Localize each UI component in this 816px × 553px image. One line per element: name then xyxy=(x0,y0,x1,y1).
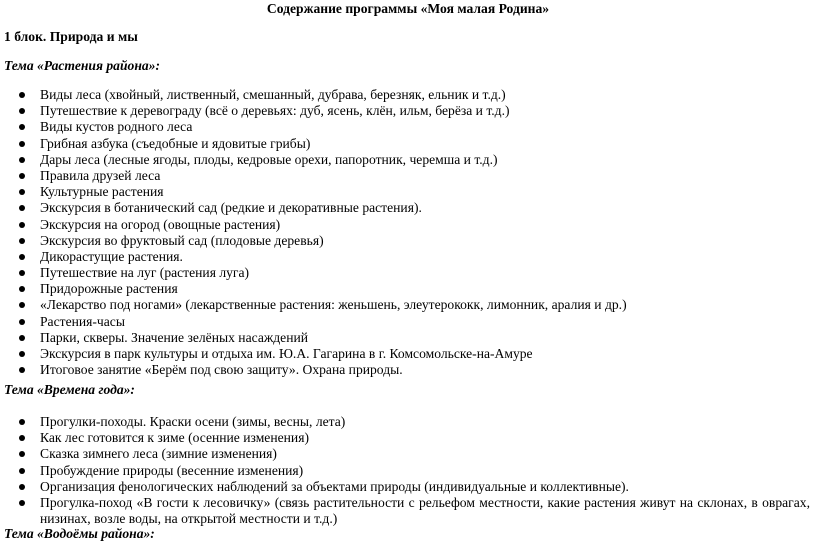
list-item-text: Придорожные растения xyxy=(40,281,178,297)
bullet-icon xyxy=(19,205,25,211)
list-item xyxy=(0,249,816,265)
bullet-icon xyxy=(19,254,25,260)
list-item xyxy=(0,281,816,297)
list-item xyxy=(0,495,816,528)
topic-list-plants xyxy=(0,87,816,378)
list-item xyxy=(0,430,816,446)
bullet-icon xyxy=(19,302,25,308)
block-heading: 1 блок. Природа и мы xyxy=(4,29,138,44)
list-item-text: Виды кустов родного леса xyxy=(40,119,193,135)
bullet-icon xyxy=(19,238,25,244)
list-item xyxy=(0,330,816,346)
list-item xyxy=(0,168,816,184)
list-item-text: Организация фенологических наблюдений за объектами природы (индивидуальные и коллективные). xyxy=(40,478,629,494)
list-item-text: Экскурсия на огород (овощные растения) xyxy=(40,216,281,232)
bullet-icon xyxy=(19,189,25,195)
list-item-text: Дары леса (лесные ягоды, плоды, кедровые орехи, папоротник, черемша и т.д.) xyxy=(40,151,498,167)
list-item-text: Растения-часы xyxy=(40,313,125,329)
list-item xyxy=(0,479,816,495)
list-item xyxy=(0,463,816,479)
bullet-icon xyxy=(19,108,25,114)
topic-heading-waters: Тема «Водоёмы района»: xyxy=(4,526,155,541)
bullet-icon xyxy=(19,319,25,325)
bullet-icon xyxy=(19,419,25,425)
bullet-icon xyxy=(19,286,25,292)
bullet-icon xyxy=(19,451,25,457)
list-item-text: Дикорастущие растения. xyxy=(40,248,183,264)
list-item xyxy=(0,152,816,168)
bullet-icon xyxy=(19,173,25,179)
list-item-text: Грибная азбука (съедобные и ядовитые грибы) xyxy=(40,135,311,151)
bullet-icon xyxy=(19,500,25,506)
list-item xyxy=(0,414,816,430)
list-item xyxy=(0,233,816,249)
list-item xyxy=(0,346,816,362)
list-item xyxy=(0,87,816,103)
bullet-icon xyxy=(19,222,25,228)
list-item xyxy=(0,314,816,330)
bullet-icon xyxy=(19,351,25,357)
topic-list-seasons xyxy=(0,414,816,528)
list-item-text: Экскурсия во фруктовый сад (плодовые деревья) xyxy=(40,232,324,248)
list-item xyxy=(0,265,816,281)
list-item xyxy=(0,184,816,200)
topic-heading-plants: Тема «Растения района»: xyxy=(4,58,160,73)
list-item-text: Культурные растения xyxy=(40,184,164,200)
topic-heading-seasons: Тема «Времена года»: xyxy=(4,382,135,397)
list-item-text: Прогулки-походы. Краски осени (зимы, весны, лета) xyxy=(40,414,346,429)
list-item-text: Экскурсия в парк культуры и отдыха им. Ю.А. Гагарина в г. Комсомольске-на-Амуре xyxy=(40,346,533,361)
bullet-icon xyxy=(19,435,25,441)
list-item xyxy=(0,217,816,233)
document-title: Содержание программы «Моя малая Родина» xyxy=(266,1,550,16)
bullet-icon xyxy=(19,270,25,276)
list-item-text: Парки, скверы. Значение зелёных насаждений xyxy=(40,329,309,345)
list-item-text: Экскурсия в ботанический сад (редкие и декоративные растения). xyxy=(40,200,422,216)
list-item-text: Как лес готовится к зиме (осенние изменения) xyxy=(40,430,309,446)
bullet-icon xyxy=(19,141,25,147)
bullet-icon xyxy=(19,92,25,98)
bullet-icon xyxy=(19,335,25,341)
list-item xyxy=(0,119,816,135)
bullet-icon xyxy=(19,157,25,163)
list-item-text: Виды леса (хвойный, лиственный, смешанный, дубрава, березняк, ельник и т.д.) xyxy=(40,87,506,102)
list-item-text: Путешествие на луг (растения луга) xyxy=(40,265,250,281)
list-item-text: Пробуждение природы (весенние изменения) xyxy=(40,462,304,478)
list-item xyxy=(0,297,816,313)
list-item xyxy=(0,200,816,216)
list-item-text: Путешествие к деревограду (всё о деревьях: дуб, ясень, клён, ильм, берёза и т.д.) xyxy=(40,103,510,119)
list-item xyxy=(0,446,816,462)
list-item-text: Прогулка-поход «В гости к лесовичку» (связь растительности с рельефом местности, какие растения живут на склонах, в оврагах, низинах, возле воды, на открытой местности и т.д.) xyxy=(40,494,810,527)
list-item xyxy=(0,136,816,152)
list-item xyxy=(0,103,816,119)
bullet-icon xyxy=(19,468,25,474)
list-item-text: Итоговое занятие «Берём под свою защиту». Охрана природы. xyxy=(40,362,403,378)
bullet-icon xyxy=(19,124,25,130)
list-item-text: «Лекарство под ногами» (лекарственные растения: женьшень, элеутерококк, лимонник, аралия и др.) xyxy=(40,297,627,313)
bullet-icon xyxy=(19,484,25,490)
bullet-icon xyxy=(19,367,25,373)
list-item-text: Правила друзей леса xyxy=(40,167,161,183)
list-item-text: Сказка зимнего леса (зимние изменения) xyxy=(40,446,277,462)
list-item xyxy=(0,362,816,378)
